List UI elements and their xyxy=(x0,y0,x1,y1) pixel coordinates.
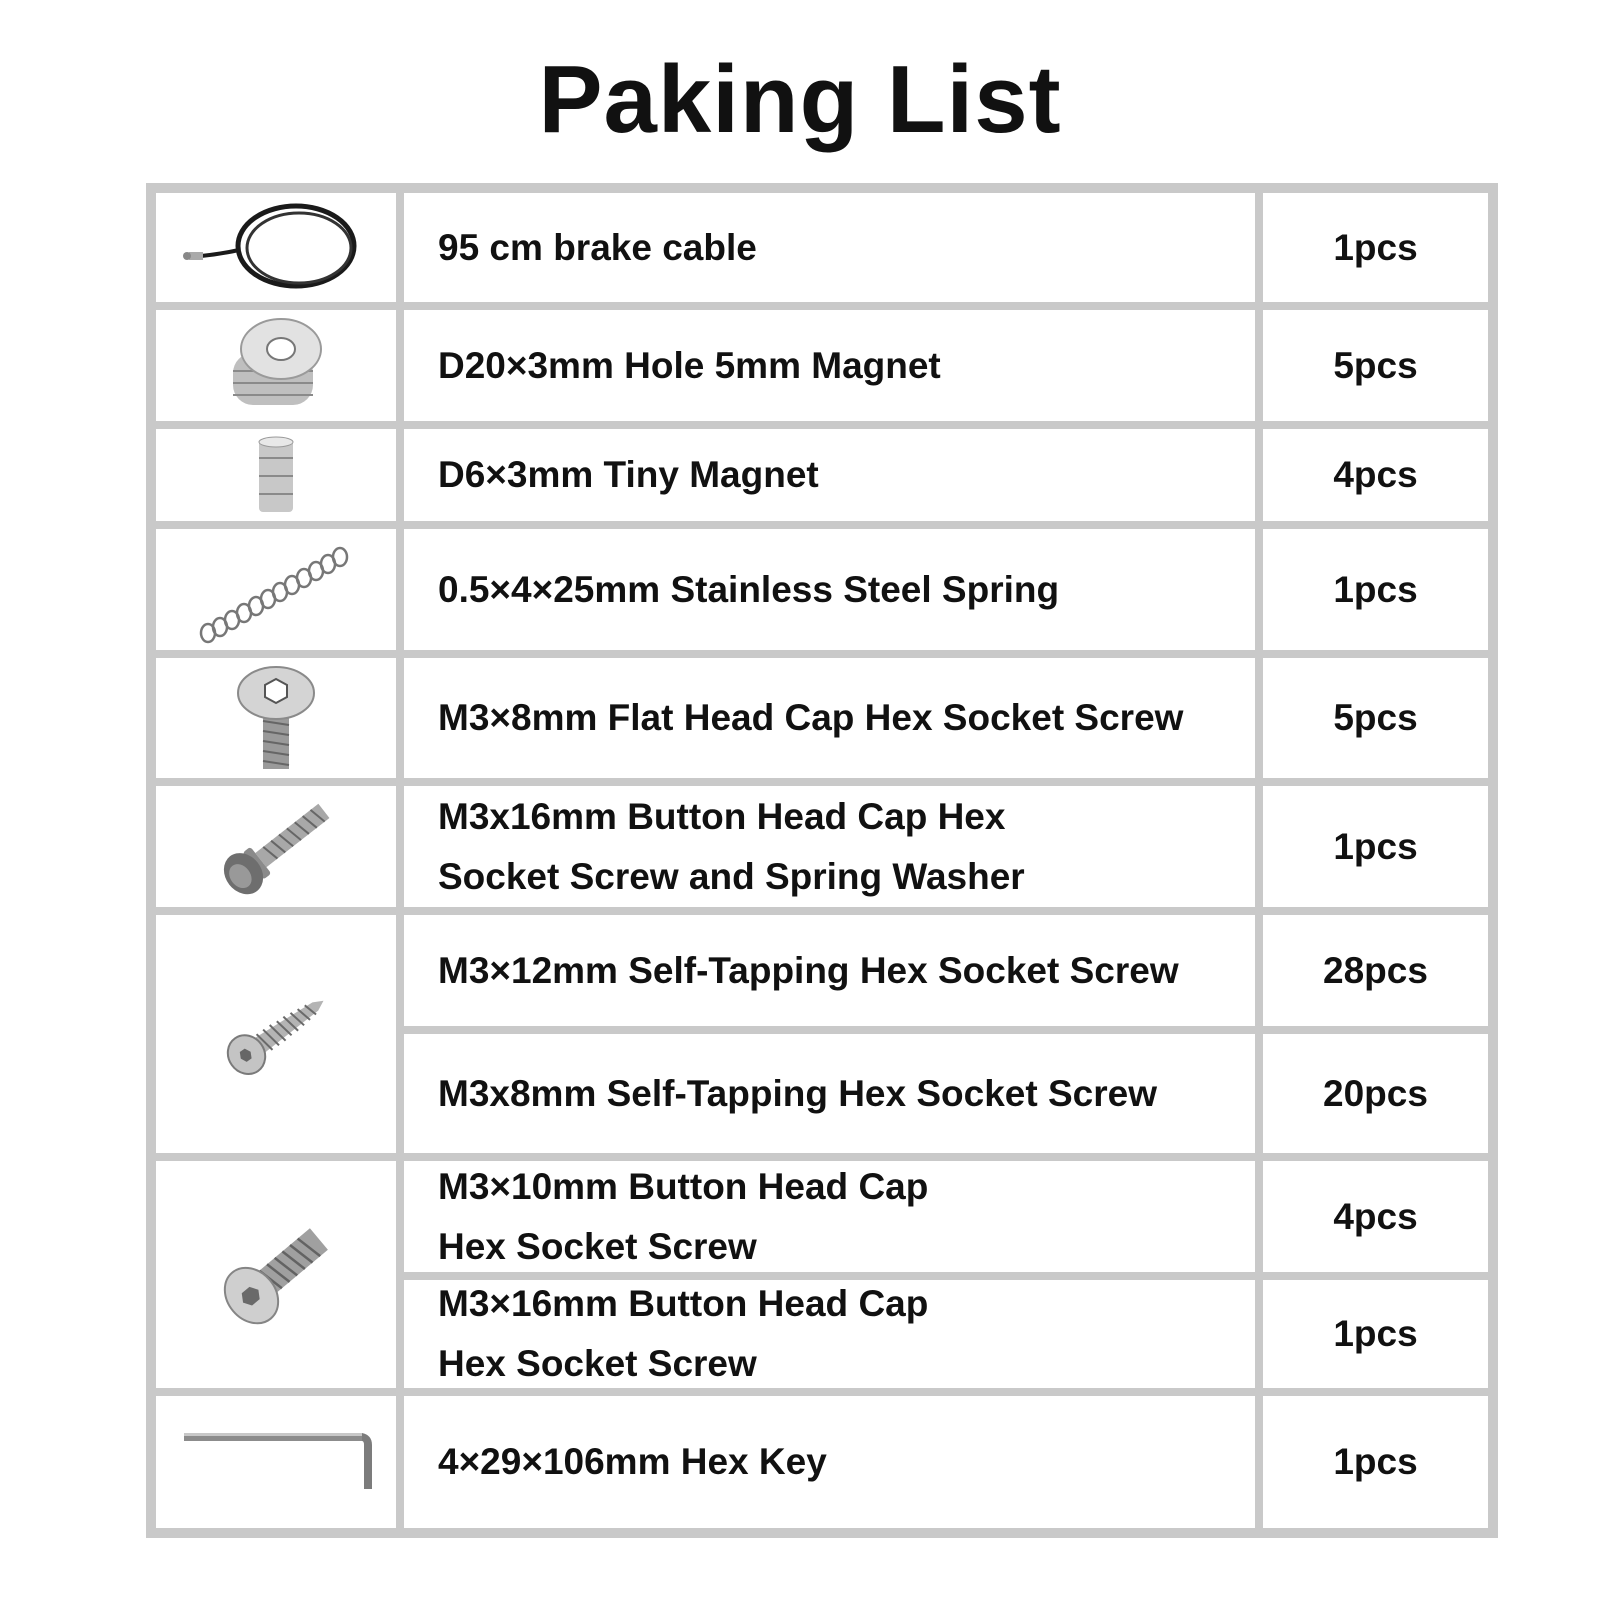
item-name xyxy=(438,445,819,505)
item-qty-cell xyxy=(1263,1161,1488,1272)
item-name-line: 95 cm brake cable xyxy=(438,226,757,268)
button-head-screw-icon xyxy=(216,1215,336,1335)
item-name-cell xyxy=(404,193,1255,302)
item-image-cell xyxy=(156,310,396,421)
tiny-magnet-icon xyxy=(251,434,301,516)
item-name-cell xyxy=(404,915,1255,1026)
item-image-cell xyxy=(156,915,396,1153)
item-name-cell xyxy=(404,1396,1255,1528)
screw-with-washer-icon xyxy=(216,797,336,897)
self-tapping-screw-icon xyxy=(216,979,336,1089)
item-quantity: 4pcs xyxy=(1333,1195,1418,1237)
item-qty-cell xyxy=(1263,1280,1488,1388)
item-name xyxy=(438,218,757,278)
item-qty-cell xyxy=(1263,915,1488,1026)
item-name-cell xyxy=(404,1161,1255,1272)
item-quantity: 4pcs xyxy=(1333,454,1418,495)
item-quantity: 20pcs xyxy=(1323,1072,1428,1114)
item-name-line: 0.5×4×25mm Stainless Steel Spring xyxy=(438,568,1060,610)
item-quantity: 1pcs xyxy=(1333,1441,1418,1482)
item-quantity: 1pcs xyxy=(1333,1313,1418,1354)
item-qty-cell xyxy=(1263,1034,1488,1153)
item-image-cell xyxy=(156,786,396,907)
brake-cable-icon xyxy=(181,198,371,298)
spring-icon xyxy=(196,535,356,645)
item-qty-cell xyxy=(1263,1396,1488,1528)
item-name-line: Socket Screw and Spring Washer xyxy=(438,855,1025,897)
item-name-line: M3x8mm Self-Tapping Hex Socket Screw xyxy=(438,1072,1157,1114)
item-name-cell xyxy=(404,658,1255,778)
item-name-cell xyxy=(404,310,1255,421)
ring-magnet-icon xyxy=(221,313,331,418)
item-name xyxy=(438,1432,827,1492)
item-name-line: D6×3mm Tiny Magnet xyxy=(438,454,819,495)
item-name-line: 4×29×106mm Hex Key xyxy=(438,1441,827,1482)
item-quantity: 1pcs xyxy=(1333,226,1418,268)
item-name-cell xyxy=(404,1034,1255,1153)
item-qty-cell xyxy=(1263,193,1488,302)
item-quantity: 5pcs xyxy=(1333,697,1418,738)
item-quantity: 1pcs xyxy=(1333,825,1418,867)
item-name-line: M3×8mm Flat Head Cap Hex Socket Screw xyxy=(438,697,1184,738)
packing-list-table xyxy=(146,183,1498,1538)
item-name-line: Hex Socket Screw xyxy=(438,1225,757,1267)
item-name xyxy=(438,941,1179,1001)
item-name xyxy=(438,336,941,396)
item-name-cell xyxy=(404,529,1255,650)
page-title: Paking List xyxy=(538,46,1062,153)
item-qty-cell xyxy=(1263,429,1488,521)
item-name-cell xyxy=(404,429,1255,521)
item-image-cell xyxy=(156,429,396,521)
item-name-line: M3×10mm Button Head Cap xyxy=(438,1165,929,1207)
item-name-line: D20×3mm Hole 5mm Magnet xyxy=(438,344,941,386)
item-name xyxy=(438,1064,1157,1124)
item-name xyxy=(438,688,1183,748)
item-name-cell xyxy=(404,1280,1255,1388)
item-quantity: 5pcs xyxy=(1333,344,1418,386)
item-quantity: 1pcs xyxy=(1333,568,1418,610)
item-qty-cell xyxy=(1263,658,1488,778)
hex-key-icon xyxy=(176,1427,376,1497)
item-name xyxy=(438,787,1025,907)
item-image-cell xyxy=(156,658,396,778)
item-image-cell xyxy=(156,529,396,650)
item-name-line: Hex Socket Screw xyxy=(438,1343,757,1384)
item-quantity: 28pcs xyxy=(1323,949,1428,991)
item-name xyxy=(438,1274,928,1394)
item-name-line: M3×16mm Button Head Cap xyxy=(438,1283,929,1324)
item-name xyxy=(438,1157,928,1277)
item-image-cell xyxy=(156,1396,396,1528)
item-name xyxy=(438,560,1059,620)
item-qty-cell xyxy=(1263,310,1488,421)
item-qty-cell xyxy=(1263,529,1488,650)
item-name-line: M3x16mm Button Head Cap Hex xyxy=(438,795,1006,837)
item-image-cell xyxy=(156,193,396,302)
item-name-cell xyxy=(404,786,1255,907)
flat-head-screw-icon xyxy=(231,663,321,773)
item-qty-cell xyxy=(1263,786,1488,907)
item-image-cell xyxy=(156,1161,396,1388)
item-name-line: M3×12mm Self-Tapping Hex Socket Screw xyxy=(438,949,1179,991)
